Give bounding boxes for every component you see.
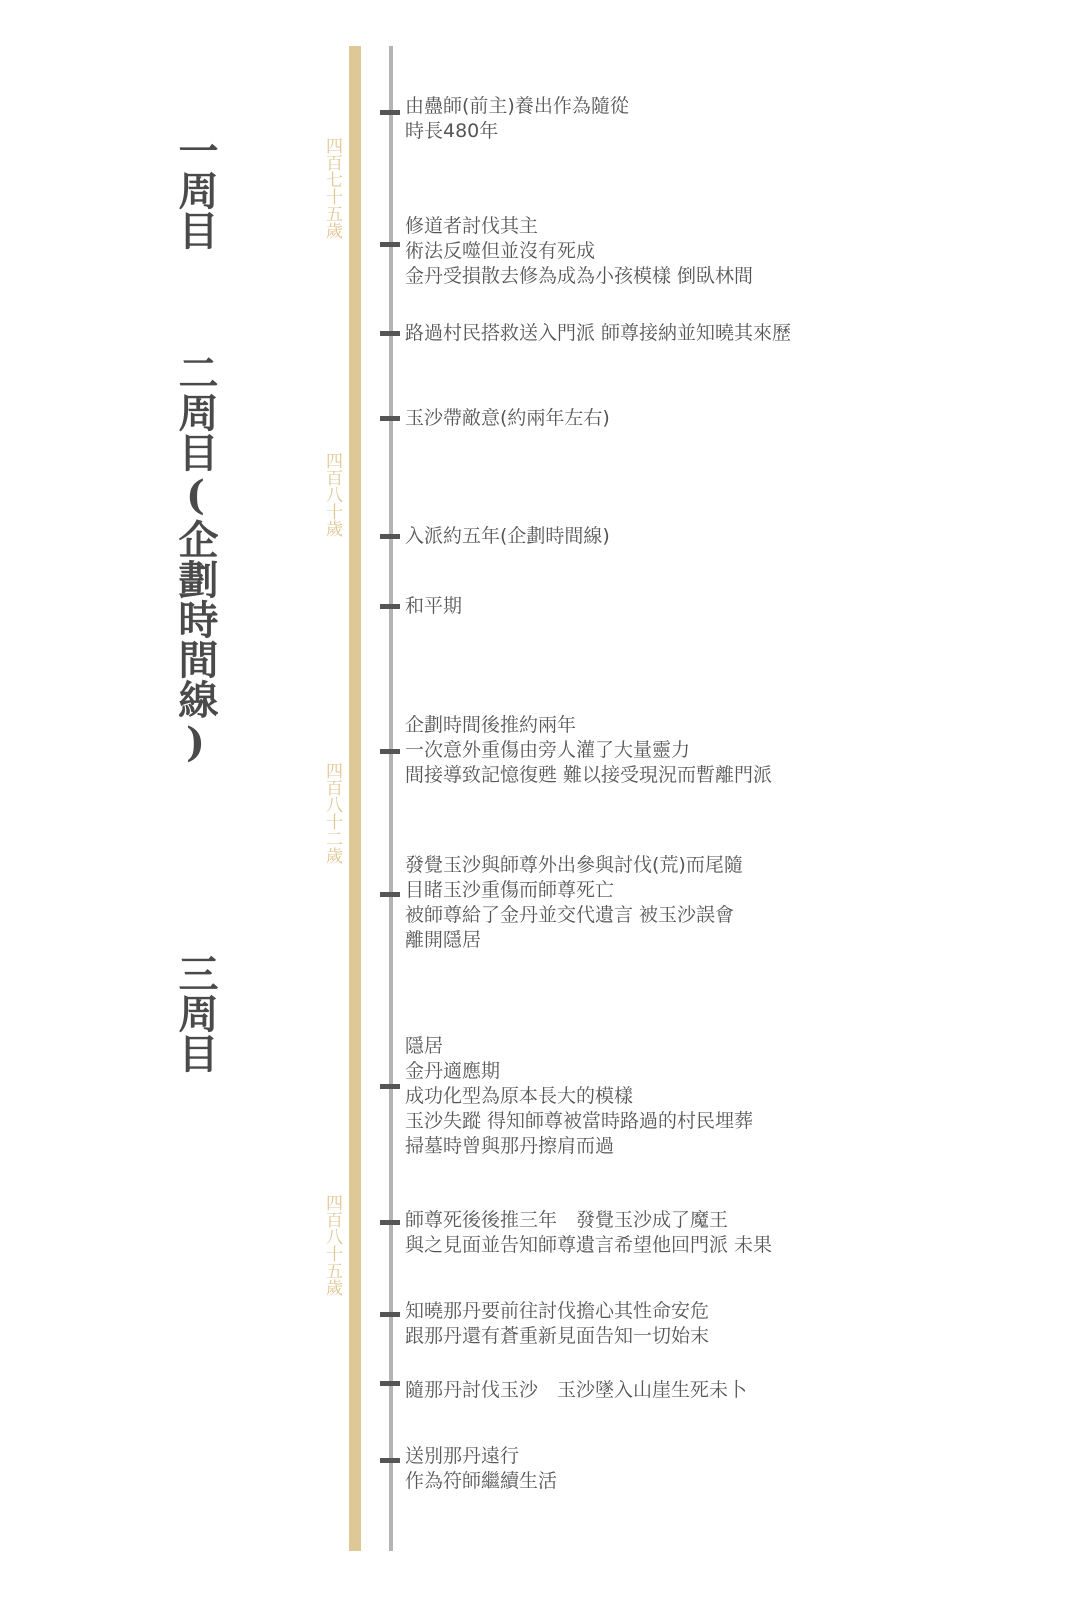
- event-line: 修道者討伐其主: [405, 215, 539, 237]
- event-tick: [380, 110, 400, 115]
- event-line: 與之見面並告知師尊遺言希望他回門派 未果: [405, 1234, 773, 1256]
- event-line: 送別那丹遠行: [405, 1445, 520, 1467]
- event-text: [405, 94, 1045, 144]
- event-tick: [380, 1220, 400, 1225]
- event-tick: [380, 892, 400, 897]
- timeline-line: [389, 46, 393, 1551]
- age-label-475: 四百七十五歲: [322, 137, 342, 239]
- event-text: [405, 1444, 1045, 1494]
- event-tick: [380, 416, 400, 421]
- event-text: [405, 1299, 1045, 1349]
- event-text: [405, 594, 1045, 619]
- age-bar: [349, 46, 361, 1551]
- event-line: 離開隱居: [405, 929, 482, 951]
- event-text: [405, 1208, 1045, 1258]
- event-line: 間接導致記憶復甦 難以接受現況而暫離門派: [405, 764, 773, 786]
- event-line: 企劃時間後推約兩年: [405, 714, 577, 736]
- event-tick: [380, 604, 400, 609]
- section-label-second: 二周目(企劃時間線): [172, 352, 219, 766]
- event-line: 作為符師繼續生活: [405, 1470, 558, 1492]
- event-line: 路過村民搭救送入門派 師尊接納並知曉其來歷: [405, 322, 792, 344]
- event-tick: [380, 1084, 400, 1089]
- event-line: 隱居: [405, 1035, 444, 1057]
- event-line: 金丹適應期: [405, 1060, 501, 1082]
- event-line: 由蠱師(前主)養出作為隨從: [405, 95, 629, 117]
- event-line: 發覺玉沙與師尊外出參與討伐(荒)而尾隨: [405, 854, 743, 876]
- event-tick: [380, 1312, 400, 1317]
- age-label-482: 四百八十二歲: [322, 762, 342, 864]
- event-line: 知曉那丹要前往討伐擔心其性命安危: [405, 1300, 710, 1322]
- event-tick: [380, 242, 400, 247]
- event-text: [405, 853, 1045, 953]
- event-text: [405, 1034, 1045, 1159]
- event-line: 時長480年: [405, 120, 499, 142]
- age-label-480: 四百八十歲: [322, 452, 342, 537]
- age-label-485: 四百八十五歲: [322, 1194, 342, 1296]
- event-line: 和平期: [405, 595, 463, 617]
- event-line: 被師尊給了金丹並交代遺言 被玉沙誤會: [405, 904, 735, 926]
- event-tick: [380, 1458, 400, 1463]
- event-text: [405, 214, 1045, 289]
- event-line: 目睹玉沙重傷而師尊死亡: [405, 879, 615, 901]
- event-line: 金丹受損散去修為成為小孩模樣 倒臥林間: [405, 265, 754, 287]
- event-text: [405, 1378, 1045, 1403]
- event-line: 術法反噬但並沒有死成: [405, 240, 596, 262]
- event-line: 跟那丹還有蒼重新見面告知一切始末: [405, 1325, 710, 1347]
- event-line: 成功化型為原本長大的模樣: [405, 1085, 634, 1107]
- event-text: [405, 713, 1045, 788]
- event-text: [405, 524, 1045, 549]
- event-text: [405, 321, 1045, 346]
- event-tick: [380, 534, 400, 539]
- event-line: 師尊死後後推三年 發覺玉沙成了魔王: [405, 1209, 729, 1231]
- event-text: [405, 406, 1045, 431]
- event-tick: [380, 1381, 400, 1386]
- event-line: 一次意外重傷由旁人灌了大量靈力: [405, 739, 691, 761]
- event-line: 玉沙失蹤 得知師尊被當時路過的村民埋葬: [405, 1110, 754, 1132]
- event-line: 玉沙帶敵意(約兩年左右): [405, 407, 610, 429]
- event-line: 掃墓時曾與那丹擦肩而過: [405, 1135, 615, 1157]
- event-tick: [380, 331, 400, 336]
- section-label-third: 三周目: [172, 953, 219, 1073]
- event-line: 隨那丹討伐玉沙 玉沙墜入山崖生死未卜: [405, 1379, 748, 1401]
- section-label-first: 一周目: [172, 130, 219, 250]
- event-tick: [380, 749, 400, 754]
- event-line: 入派約五年(企劃時間線): [405, 525, 610, 547]
